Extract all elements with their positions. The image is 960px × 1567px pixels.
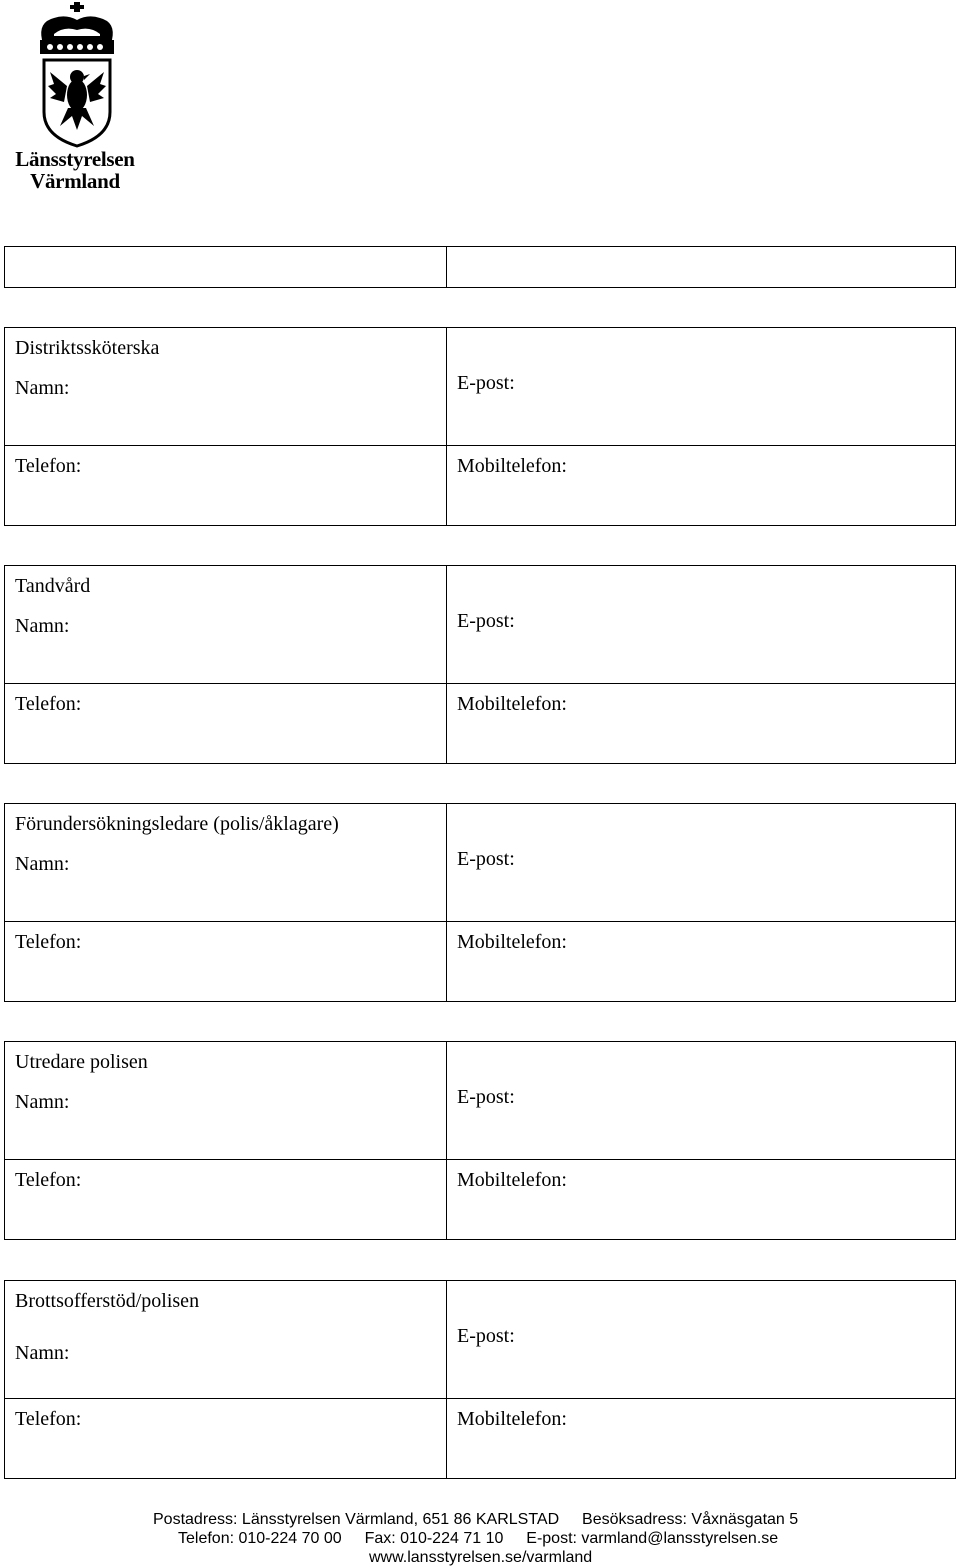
logo-text-line1: Länsstyrelsen [15, 147, 135, 171]
mobile-label: Mobiltelefon: [457, 455, 567, 477]
mobile-cell[interactable] [447, 1160, 956, 1240]
phone-cell[interactable] [5, 446, 447, 526]
phone-label: Telefon: [15, 1169, 82, 1191]
email-label: E-post: [457, 610, 515, 632]
email-label: E-post: [457, 1325, 515, 1347]
section-table-tandvard [4, 565, 956, 764]
name-cell[interactable] [5, 804, 447, 922]
header-right-field[interactable] [447, 247, 956, 288]
mobile-label: Mobiltelefon: [457, 1408, 567, 1430]
footer-phone: Telefon: 010-224 70 00 [178, 1530, 342, 1547]
email-label: E-post: [457, 1086, 515, 1108]
mobile-label: Mobiltelefon: [457, 1169, 567, 1191]
email-cell[interactable] [447, 1281, 956, 1399]
footer-website-link[interactable]: www.lansstyrelsen.se/varmland [369, 1549, 593, 1566]
header-table [4, 246, 956, 288]
name-label: Namn: [15, 377, 70, 399]
section-table-brottsofferstod [4, 1280, 956, 1479]
name-cell[interactable] [5, 328, 447, 446]
name-label: Namn: [15, 615, 70, 637]
phone-cell[interactable] [5, 1160, 447, 1240]
phone-label: Telefon: [15, 693, 82, 715]
footer-email-link[interactable]: E-post: varmland@lansstyrelsen.se [526, 1530, 779, 1547]
section-title: Tandvård [15, 575, 91, 597]
header-left-field[interactable] [5, 247, 447, 288]
mobile-label: Mobiltelefon: [457, 931, 567, 953]
email-cell[interactable] [447, 328, 956, 446]
email-cell[interactable] [447, 804, 956, 922]
section-title: Förundersökningsledare (polis/åklagare) [15, 813, 339, 835]
logo-text-line2: Värmland [30, 169, 120, 193]
section-title: Utredare polisen [15, 1051, 148, 1073]
section-title: Distriktssköterska [15, 337, 160, 359]
email-label: E-post: [457, 372, 515, 394]
email-cell[interactable] [447, 566, 956, 684]
coat-of-arms-icon [14, 0, 140, 148]
phone-cell[interactable] [5, 922, 447, 1002]
mobile-cell[interactable] [447, 1399, 956, 1479]
name-label: Namn: [15, 853, 70, 875]
lansstyrelsen-logo [14, 0, 140, 196]
section-table-utredare-polisen [4, 1041, 956, 1240]
section-table-distriktsskoterska [4, 327, 956, 526]
phone-cell[interactable] [5, 684, 447, 764]
name-cell[interactable] [5, 566, 447, 684]
footer-fax: Fax: 010-224 71 10 [364, 1530, 504, 1547]
footer-postal-address: Postadress: Länsstyrelsen Värmland, 651 86 KARLSTAD [153, 1511, 560, 1528]
email-label: E-post: [457, 848, 515, 870]
section-table-forundersokningsledare [4, 803, 956, 1002]
mobile-label: Mobiltelefon: [457, 693, 567, 715]
phone-label: Telefon: [15, 1408, 82, 1430]
name-label: Namn: [15, 1091, 70, 1113]
name-cell[interactable] [5, 1042, 447, 1160]
phone-cell[interactable] [5, 1399, 447, 1479]
phone-label: Telefon: [15, 455, 82, 477]
name-cell[interactable] [5, 1281, 447, 1399]
phone-label: Telefon: [15, 931, 82, 953]
mobile-cell[interactable] [447, 922, 956, 1002]
footer-visiting-address: Besöksadress: Våxnäsgatan 5 [582, 1511, 799, 1528]
mobile-cell[interactable] [447, 446, 956, 526]
section-title: Brottsofferstöd/polisen [15, 1290, 200, 1312]
email-cell[interactable] [447, 1042, 956, 1160]
name-label: Namn: [15, 1342, 70, 1364]
mobile-cell[interactable] [447, 684, 956, 764]
